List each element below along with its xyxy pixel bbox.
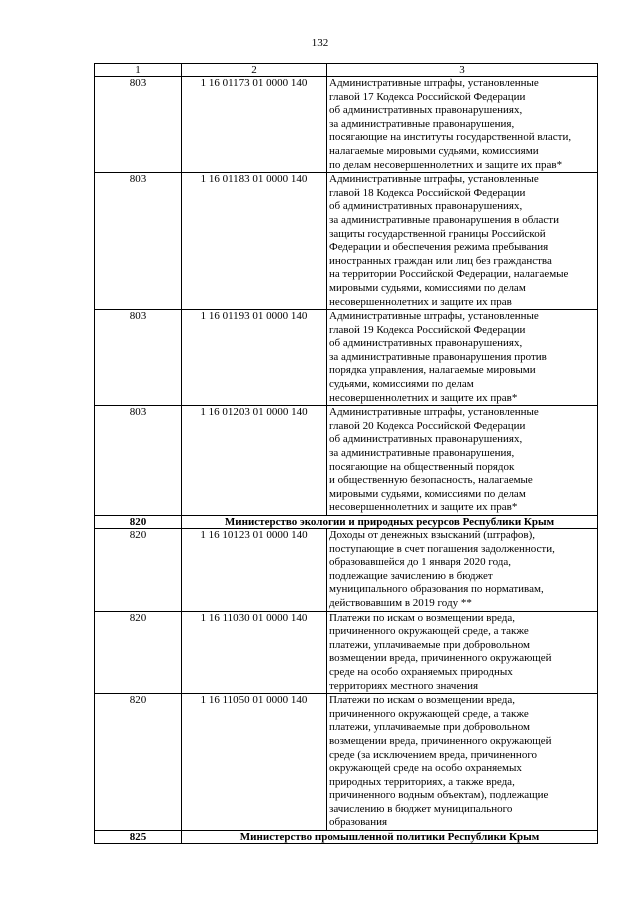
- description-cell: Административные штрафы, установленные главой 20 Кодекса Российской Федерации об административных правонарушениях, за административные правонарушения, посягающие на общественный порядок и общественную безопасность, налагаемые мировыми судьями, комиссиями по делам несовершеннолетних и защите их прав*: [327, 406, 598, 516]
- table-row: [95, 694, 598, 831]
- section-admin-code: 825: [95, 831, 182, 844]
- table-row: [95, 611, 598, 694]
- column-header-3: 3: [327, 64, 598, 77]
- description-cell: Административные штрафы, установленные главой 18 Кодекса Российской Федерации об административных правонарушениях, за административные правонарушения в области защиты государственной границы Российской Федерации и обеспечения режима пребывания иностранных граждан или лиц без гражданства на территории Российской Федерации, налагаемые мировыми судьями, комиссиями по делам несовершеннолетних и защите их прав: [327, 173, 598, 310]
- budget-code-cell: 1 16 11030 01 0000 140: [182, 611, 327, 694]
- description-cell: Административные штрафы, установленные главой 17 Кодекса Российской Федерации об административных правонарушениях, за административные правонарушения, посягающие на институты государственной власти, налагаемые мировыми судьями, комиссиями по делам несовершеннолетних и защите их прав*: [327, 77, 598, 173]
- table-row: [95, 173, 598, 310]
- budget-code-cell: 1 16 01203 01 0000 140: [182, 406, 327, 516]
- page-number: 132: [311, 37, 329, 49]
- section-row: [95, 516, 598, 529]
- section-row: [95, 831, 598, 844]
- budget-code-cell: 1 16 01173 01 0000 140: [182, 77, 327, 173]
- revenue-codes-table: [94, 63, 598, 844]
- admin-code-cell: 820: [95, 529, 182, 612]
- description-cell: Административные штрафы, установленные главой 19 Кодекса Российской Федерации об административных правонарушениях, за административные правонарушения против порядка управления, налагаемые мировыми судьями, комиссиями по делам несовершеннолетних и защите их прав*: [327, 310, 598, 406]
- table-header-row: [95, 64, 598, 77]
- admin-code-cell: 803: [95, 77, 182, 173]
- description-cell: Платежи по искам о возмещении вреда, причиненного окружающей среде, а также платежи, уплачиваемые при добровольном возмещении вреда, причиненного окружающей среде на особо охраняемых природных территориях местного значения: [327, 611, 598, 694]
- section-title: Министерство промышленной политики Республики Крым: [182, 831, 598, 844]
- table-row: [95, 406, 598, 516]
- description-cell: Доходы от денежных взысканий (штрафов), поступающие в счет погашения задолженности, образовавшейся до 1 января 2020 года, подлежащие зачислению в бюджет муниципального образования по нормативам, действовавшим в 2019 году **: [327, 529, 598, 612]
- table-row: [95, 77, 598, 173]
- section-title: Министерство экологии и природных ресурсов Республики Крым: [182, 516, 598, 529]
- budget-code-cell: 1 16 01183 01 0000 140: [182, 173, 327, 310]
- budget-code-cell: 1 16 11050 01 0000 140: [182, 694, 327, 831]
- table-row: [95, 310, 598, 406]
- admin-code-cell: 803: [95, 406, 182, 516]
- budget-code-cell: 1 16 01193 01 0000 140: [182, 310, 327, 406]
- column-header-1: 1: [95, 64, 182, 77]
- section-admin-code: 820: [95, 516, 182, 529]
- description-cell: Платежи по искам о возмещении вреда, причиненного окружающей среде, а также платежи, уплачиваемые при добровольном возмещении вреда, причиненного окружающей среде (за исключением вреда, причиненного окружающей среде на особо охраняемых природных территориях, а также вреда, причиненного водным объектам), подлежащие зачислению в бюджет муниципального образования: [327, 694, 598, 831]
- admin-code-cell: 820: [95, 611, 182, 694]
- column-header-2: 2: [182, 64, 327, 77]
- admin-code-cell: 803: [95, 173, 182, 310]
- admin-code-cell: 820: [95, 694, 182, 831]
- admin-code-cell: 803: [95, 310, 182, 406]
- table-row: [95, 529, 598, 612]
- budget-code-cell: 1 16 10123 01 0000 140: [182, 529, 327, 612]
